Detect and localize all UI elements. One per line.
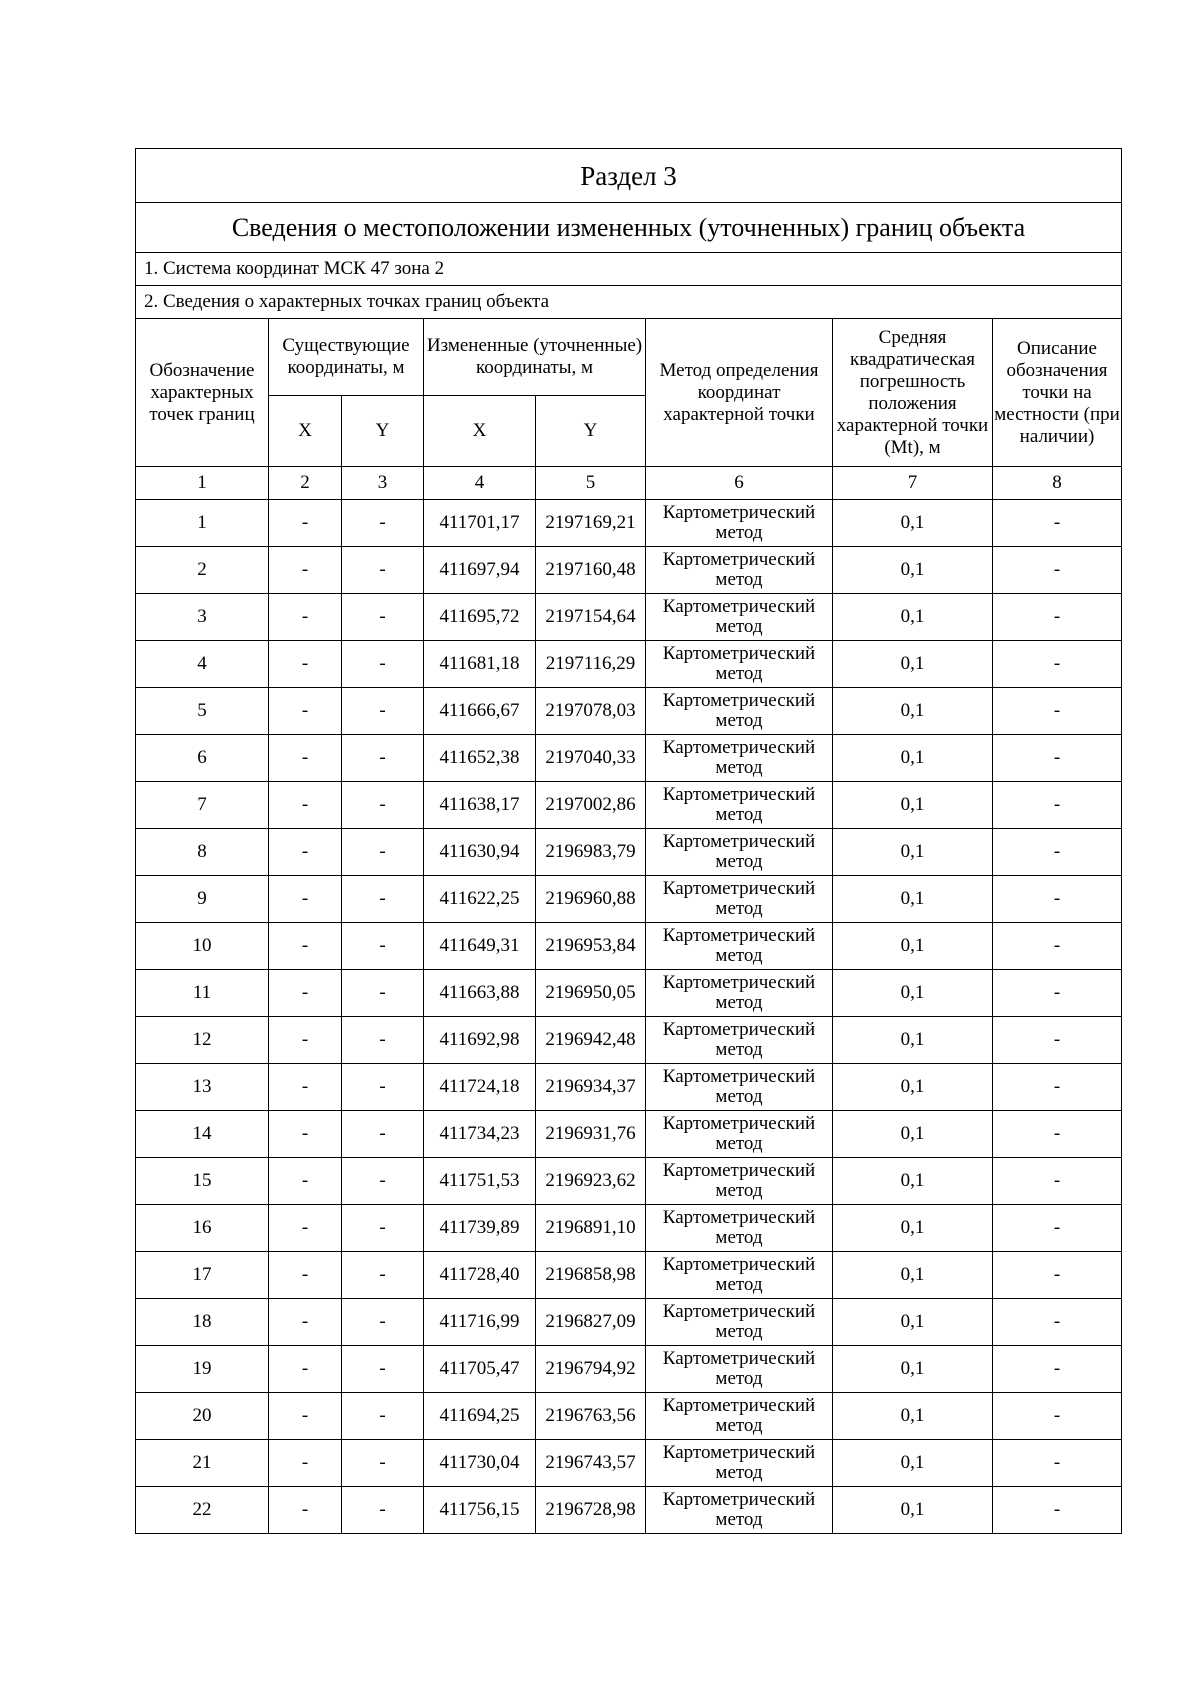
cell-changed-y: 2197078,03 bbox=[536, 688, 646, 735]
table-row bbox=[136, 1205, 1122, 1252]
cell-mean-square-error: 0,1 bbox=[833, 594, 993, 641]
cell-mean-square-error: 0,1 bbox=[833, 970, 993, 1017]
cell-existing-y: - bbox=[342, 1158, 424, 1205]
cell-existing-y: - bbox=[342, 1299, 424, 1346]
cell-existing-x: - bbox=[269, 829, 342, 876]
cell-existing-x: - bbox=[269, 970, 342, 1017]
cell-changed-x: 411630,94 bbox=[424, 829, 536, 876]
cell-changed-y: 2196763,56 bbox=[536, 1393, 646, 1440]
cell-changed-x: 411622,25 bbox=[424, 876, 536, 923]
cell-existing-x: - bbox=[269, 594, 342, 641]
cell-existing-y: - bbox=[342, 735, 424, 782]
cell-method: Картометрический метод bbox=[646, 1299, 833, 1346]
cell-existing-x: - bbox=[269, 641, 342, 688]
cell-point-number: 20 bbox=[136, 1393, 269, 1440]
cell-point-description: - bbox=[993, 1111, 1122, 1158]
cell-changed-y: 2196934,37 bbox=[536, 1064, 646, 1111]
cell-existing-y: - bbox=[342, 1393, 424, 1440]
cell-existing-x: - bbox=[269, 1111, 342, 1158]
cell-point-description: - bbox=[993, 735, 1122, 782]
cell-point-number: 16 bbox=[136, 1205, 269, 1252]
cell-point-number: 5 bbox=[136, 688, 269, 735]
table-row bbox=[136, 829, 1122, 876]
cell-point-description: - bbox=[993, 1487, 1122, 1534]
cell-mean-square-error: 0,1 bbox=[833, 1346, 993, 1393]
column-number: 5 bbox=[536, 467, 646, 500]
table-row bbox=[136, 1064, 1122, 1111]
cell-method: Картометрический метод bbox=[646, 500, 833, 547]
header-designation: Обозначение характерных точек границ bbox=[136, 319, 269, 467]
cell-existing-x: - bbox=[269, 782, 342, 829]
cell-changed-y: 2197154,64 bbox=[536, 594, 646, 641]
cell-changed-x: 411739,89 bbox=[424, 1205, 536, 1252]
cell-mean-square-error: 0,1 bbox=[833, 876, 993, 923]
cell-existing-x: - bbox=[269, 1017, 342, 1064]
cell-changed-x: 411756,15 bbox=[424, 1487, 536, 1534]
cell-method: Картометрический метод bbox=[646, 1487, 833, 1534]
table-row bbox=[136, 1158, 1122, 1205]
cell-point-description: - bbox=[993, 782, 1122, 829]
cell-mean-square-error: 0,1 bbox=[833, 923, 993, 970]
cell-existing-y: - bbox=[342, 1205, 424, 1252]
cell-method: Картометрический метод bbox=[646, 688, 833, 735]
cell-mean-square-error: 0,1 bbox=[833, 735, 993, 782]
cell-existing-y: - bbox=[342, 782, 424, 829]
cell-point-number: 3 bbox=[136, 594, 269, 641]
cell-point-number: 12 bbox=[136, 1017, 269, 1064]
cell-point-description: - bbox=[993, 1158, 1122, 1205]
cell-mean-square-error: 0,1 bbox=[833, 1205, 993, 1252]
cell-point-description: - bbox=[993, 688, 1122, 735]
cell-changed-x: 411730,04 bbox=[424, 1440, 536, 1487]
cell-changed-x: 411695,72 bbox=[424, 594, 536, 641]
cell-existing-x: - bbox=[269, 1205, 342, 1252]
cell-mean-square-error: 0,1 bbox=[833, 1064, 993, 1111]
cell-point-description: - bbox=[993, 1252, 1122, 1299]
table-row bbox=[136, 1346, 1122, 1393]
cell-changed-y: 2196960,88 bbox=[536, 876, 646, 923]
cell-method: Картометрический метод bbox=[646, 1440, 833, 1487]
cell-point-number: 19 bbox=[136, 1346, 269, 1393]
cell-point-number: 11 bbox=[136, 970, 269, 1017]
cell-point-description: - bbox=[993, 970, 1122, 1017]
table-row bbox=[136, 688, 1122, 735]
cell-method: Картометрический метод bbox=[646, 1111, 833, 1158]
cell-method: Картометрический метод bbox=[646, 829, 833, 876]
header-existing-x: X bbox=[269, 396, 342, 467]
cell-point-description: - bbox=[993, 1346, 1122, 1393]
cell-changed-y: 2197002,86 bbox=[536, 782, 646, 829]
cell-point-description: - bbox=[993, 594, 1122, 641]
cell-existing-y: - bbox=[342, 1064, 424, 1111]
cell-point-number: 10 bbox=[136, 923, 269, 970]
table-row bbox=[136, 594, 1122, 641]
cell-changed-x: 411666,67 bbox=[424, 688, 536, 735]
cell-changed-x: 411716,99 bbox=[424, 1299, 536, 1346]
cell-point-number: 7 bbox=[136, 782, 269, 829]
cell-changed-y: 2196923,62 bbox=[536, 1158, 646, 1205]
cell-changed-y: 2196942,48 bbox=[536, 1017, 646, 1064]
cell-existing-x: - bbox=[269, 1158, 342, 1205]
cell-existing-x: - bbox=[269, 1487, 342, 1534]
table-row bbox=[136, 547, 1122, 594]
cell-point-description: - bbox=[993, 1017, 1122, 1064]
cell-mean-square-error: 0,1 bbox=[833, 1017, 993, 1064]
cell-point-number: 9 bbox=[136, 876, 269, 923]
header-changed-x: X bbox=[424, 396, 536, 467]
cell-existing-x: - bbox=[269, 500, 342, 547]
cell-mean-square-error: 0,1 bbox=[833, 1111, 993, 1158]
table-row bbox=[136, 1017, 1122, 1064]
cell-existing-y: - bbox=[342, 970, 424, 1017]
cell-changed-x: 411697,94 bbox=[424, 547, 536, 594]
cell-existing-x: - bbox=[269, 1440, 342, 1487]
table-row bbox=[136, 1393, 1122, 1440]
cell-mean-square-error: 0,1 bbox=[833, 1252, 993, 1299]
cell-mean-square-error: 0,1 bbox=[833, 1158, 993, 1205]
document-subtitle: Сведения о местоположении измененных (уточненных) границ объекта bbox=[136, 203, 1122, 253]
cell-method: Картометрический метод bbox=[646, 970, 833, 1017]
cell-changed-x: 411652,38 bbox=[424, 735, 536, 782]
cell-changed-x: 411728,40 bbox=[424, 1252, 536, 1299]
cell-existing-x: - bbox=[269, 1252, 342, 1299]
cell-point-description: - bbox=[993, 1440, 1122, 1487]
cell-existing-y: - bbox=[342, 1252, 424, 1299]
cell-changed-y: 2196743,57 bbox=[536, 1440, 646, 1487]
cell-changed-x: 411694,25 bbox=[424, 1393, 536, 1440]
cell-point-number: 1 bbox=[136, 500, 269, 547]
cell-changed-y: 2196827,09 bbox=[536, 1299, 646, 1346]
table-row bbox=[136, 500, 1122, 547]
cell-method: Картометрический метод bbox=[646, 735, 833, 782]
cell-method: Картометрический метод bbox=[646, 1205, 833, 1252]
cell-existing-y: - bbox=[342, 1487, 424, 1534]
cell-existing-x: - bbox=[269, 547, 342, 594]
cell-existing-x: - bbox=[269, 1299, 342, 1346]
cell-point-number: 17 bbox=[136, 1252, 269, 1299]
header-existing-coords: Существующие координаты, м bbox=[269, 319, 424, 396]
cell-method: Картометрический метод bbox=[646, 1393, 833, 1440]
column-number: 3 bbox=[342, 467, 424, 500]
cell-changed-y: 2196794,92 bbox=[536, 1346, 646, 1393]
cell-existing-x: - bbox=[269, 1346, 342, 1393]
cell-method: Картометрический метод bbox=[646, 1346, 833, 1393]
cell-point-description: - bbox=[993, 547, 1122, 594]
cell-point-description: - bbox=[993, 500, 1122, 547]
cell-mean-square-error: 0,1 bbox=[833, 547, 993, 594]
cell-changed-x: 411734,23 bbox=[424, 1111, 536, 1158]
cell-changed-x: 411705,47 bbox=[424, 1346, 536, 1393]
cell-method: Картометрический метод bbox=[646, 1017, 833, 1064]
cell-changed-x: 411701,17 bbox=[424, 500, 536, 547]
cell-changed-y: 2196891,10 bbox=[536, 1205, 646, 1252]
cell-existing-y: - bbox=[342, 876, 424, 923]
cell-mean-square-error: 0,1 bbox=[833, 1440, 993, 1487]
cell-existing-y: - bbox=[342, 1346, 424, 1393]
cell-existing-x: - bbox=[269, 1064, 342, 1111]
cell-method: Картометрический метод bbox=[646, 876, 833, 923]
coord-system-line: 1. Система координат МСК 47 зона 2 bbox=[136, 253, 1122, 286]
cell-method: Картометрический метод bbox=[646, 1158, 833, 1205]
cell-changed-y: 2196858,98 bbox=[536, 1252, 646, 1299]
cell-mean-square-error: 0,1 bbox=[833, 688, 993, 735]
cell-point-number: 6 bbox=[136, 735, 269, 782]
boundary-points-table bbox=[135, 148, 1122, 1534]
column-number: 1 bbox=[136, 467, 269, 500]
cell-existing-y: - bbox=[342, 547, 424, 594]
column-number: 2 bbox=[269, 467, 342, 500]
cell-existing-x: - bbox=[269, 876, 342, 923]
cell-changed-y: 2197116,29 bbox=[536, 641, 646, 688]
section-title: Раздел 3 bbox=[136, 149, 1122, 203]
table-row bbox=[136, 1299, 1122, 1346]
cell-mean-square-error: 0,1 bbox=[833, 829, 993, 876]
cell-changed-y: 2197040,33 bbox=[536, 735, 646, 782]
cell-changed-y: 2197160,48 bbox=[536, 547, 646, 594]
cell-point-description: - bbox=[993, 829, 1122, 876]
cell-point-description: - bbox=[993, 923, 1122, 970]
cell-existing-y: - bbox=[342, 594, 424, 641]
cell-point-number: 2 bbox=[136, 547, 269, 594]
cell-point-number: 4 bbox=[136, 641, 269, 688]
header-changed-y: Y bbox=[536, 396, 646, 467]
cell-existing-y: - bbox=[342, 641, 424, 688]
cell-changed-y: 2196953,84 bbox=[536, 923, 646, 970]
cell-mean-square-error: 0,1 bbox=[833, 500, 993, 547]
cell-changed-x: 411663,88 bbox=[424, 970, 536, 1017]
header-changed-coords: Измененные (уточненные) координаты, м bbox=[424, 319, 646, 396]
cell-method: Картометрический метод bbox=[646, 923, 833, 970]
cell-existing-y: - bbox=[342, 1017, 424, 1064]
cell-mean-square-error: 0,1 bbox=[833, 1487, 993, 1534]
column-number: 8 bbox=[993, 467, 1122, 500]
table-row bbox=[136, 1111, 1122, 1158]
points-info-line: 2. Сведения о характерных точках границ объекта bbox=[136, 286, 1122, 319]
cell-method: Картометрический метод bbox=[646, 594, 833, 641]
cell-changed-x: 411638,17 bbox=[424, 782, 536, 829]
column-number: 7 bbox=[833, 467, 993, 500]
cell-point-description: - bbox=[993, 1064, 1122, 1111]
table-row bbox=[136, 641, 1122, 688]
cell-point-number: 21 bbox=[136, 1440, 269, 1487]
cell-existing-x: - bbox=[269, 735, 342, 782]
table-row bbox=[136, 970, 1122, 1017]
table-row bbox=[136, 876, 1122, 923]
header-error: Средняя квадратическая погрешность положения характерной точки (Mt), м bbox=[833, 319, 993, 467]
document-page bbox=[135, 148, 1122, 1534]
cell-point-description: - bbox=[993, 876, 1122, 923]
cell-existing-x: - bbox=[269, 923, 342, 970]
cell-existing-y: - bbox=[342, 829, 424, 876]
cell-changed-y: 2197169,21 bbox=[536, 500, 646, 547]
header-method: Метод определения координат характерной точки bbox=[646, 319, 833, 467]
cell-point-description: - bbox=[993, 1205, 1122, 1252]
cell-method: Картометрический метод bbox=[646, 641, 833, 688]
cell-point-number: 8 bbox=[136, 829, 269, 876]
cell-existing-y: - bbox=[342, 688, 424, 735]
cell-mean-square-error: 0,1 bbox=[833, 641, 993, 688]
table-row bbox=[136, 923, 1122, 970]
cell-method: Картометрический метод bbox=[646, 1064, 833, 1111]
cell-point-description: - bbox=[993, 1299, 1122, 1346]
cell-existing-x: - bbox=[269, 1393, 342, 1440]
header-existing-y: Y bbox=[342, 396, 424, 467]
header-description: Описание обозначения точки на местности (при наличии) bbox=[993, 319, 1122, 467]
table-row bbox=[136, 735, 1122, 782]
cell-point-description: - bbox=[993, 641, 1122, 688]
cell-existing-y: - bbox=[342, 1111, 424, 1158]
cell-mean-square-error: 0,1 bbox=[833, 1299, 993, 1346]
cell-mean-square-error: 0,1 bbox=[833, 782, 993, 829]
cell-point-number: 18 bbox=[136, 1299, 269, 1346]
cell-existing-y: - bbox=[342, 1440, 424, 1487]
cell-changed-x: 411692,98 bbox=[424, 1017, 536, 1064]
cell-changed-y: 2196950,05 bbox=[536, 970, 646, 1017]
cell-existing-x: - bbox=[269, 688, 342, 735]
cell-method: Картометрический метод bbox=[646, 782, 833, 829]
column-number: 4 bbox=[424, 467, 536, 500]
cell-changed-x: 411649,31 bbox=[424, 923, 536, 970]
cell-changed-x: 411724,18 bbox=[424, 1064, 536, 1111]
cell-point-number: 14 bbox=[136, 1111, 269, 1158]
cell-point-number: 15 bbox=[136, 1158, 269, 1205]
column-number: 6 bbox=[646, 467, 833, 500]
cell-changed-x: 411751,53 bbox=[424, 1158, 536, 1205]
column-numbers-row bbox=[136, 467, 1122, 500]
cell-method: Картометрический метод bbox=[646, 1252, 833, 1299]
cell-changed-x: 411681,18 bbox=[424, 641, 536, 688]
cell-point-number: 13 bbox=[136, 1064, 269, 1111]
table-row bbox=[136, 1440, 1122, 1487]
cell-mean-square-error: 0,1 bbox=[833, 1393, 993, 1440]
table-row bbox=[136, 782, 1122, 829]
cell-point-description: - bbox=[993, 1393, 1122, 1440]
cell-changed-y: 2196983,79 bbox=[536, 829, 646, 876]
cell-method: Картометрический метод bbox=[646, 547, 833, 594]
cell-existing-y: - bbox=[342, 500, 424, 547]
cell-existing-y: - bbox=[342, 923, 424, 970]
cell-changed-y: 2196728,98 bbox=[536, 1487, 646, 1534]
table-row bbox=[136, 1252, 1122, 1299]
cell-point-number: 22 bbox=[136, 1487, 269, 1534]
table-row bbox=[136, 1487, 1122, 1534]
cell-changed-y: 2196931,76 bbox=[536, 1111, 646, 1158]
